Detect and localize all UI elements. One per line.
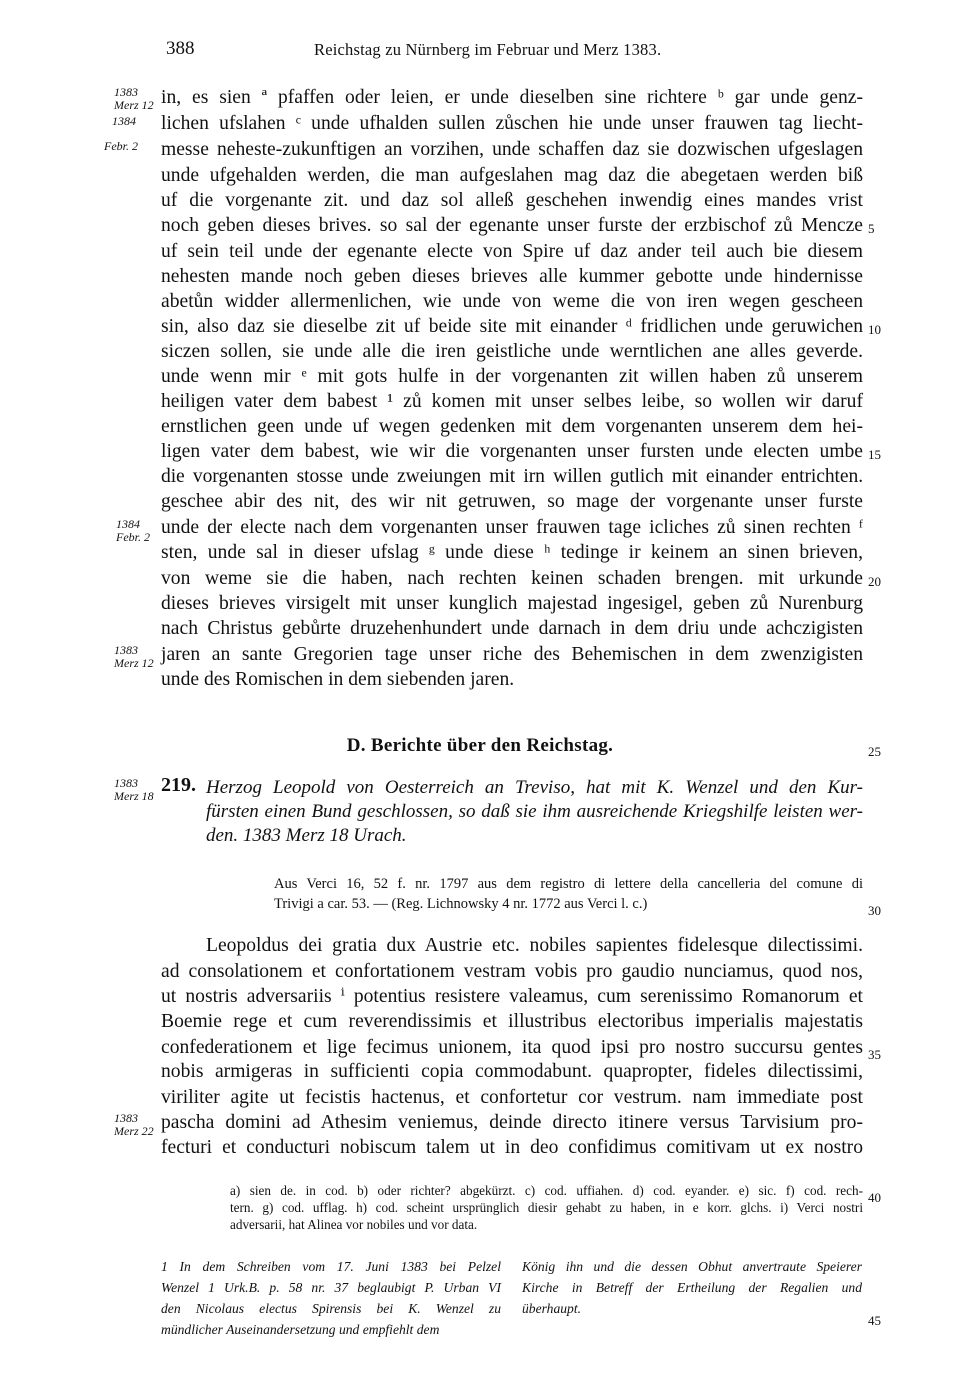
footnote-line: Kirche in Betreff der Ertheilung der Regalien und <box>522 1280 862 1295</box>
margin-note: 1384 Febr. 2 <box>116 517 150 544</box>
text-line: abetůn widder allermenlichen, wie unde von weme die von iren wegen gescheen <box>161 291 863 312</box>
text-line: Boemie rege et cum reverendissimis et illustribus electoribus imperialis majestatis <box>161 1011 863 1032</box>
margin-note: 1384 <box>112 114 136 128</box>
variant-note-line: tern. g) cod. ufflag. h) cod. scheint ursprünglich diesir gehabt zu haben, in e korr. glchs. i) Verci nostri <box>230 1200 863 1215</box>
text-line: ligen vater dem babest, wie wir die vorgenanten unser fursten unde electen umbe <box>161 441 863 462</box>
line-number: 25 <box>868 744 881 759</box>
footnote-line: Wenzel 1 Urk.B. p. 58 nr. 37 beglaubigt P. Urban VI <box>161 1280 501 1295</box>
text-line: fecturi et conducturi nobiscum talem ut in deo confidimus comitivam ut ex nostro <box>161 1137 863 1158</box>
text-line: unde der electe nach dem vorgenanten unser frauwen tage icliches zů sinen rechten ᶠ <box>161 517 863 538</box>
page-number: 388 <box>166 38 195 59</box>
text-line: die vorgenanten stosse unde zweiungen mit irn willen gutlich mit einander entrichten. <box>161 466 863 487</box>
text-line: sten, unde sal in dieser ufslag ᵍ unde diese ʰ tedinge ir keinem an sinen brieven, <box>161 542 863 563</box>
line-number: 35 <box>868 1047 881 1062</box>
title-line: fürsten einen Bund geschlossen, so daß sie ihm ausreichende Kriegshilfe leisten wer- <box>206 801 863 822</box>
running-head: Reichstag zu Nürnberg im Februar und Merz 1383. <box>314 40 662 59</box>
text-line: heiligen vater dem babest ¹ zů komen mit unser selbes leibe, so wollen wir daruf <box>161 391 863 412</box>
title-line: Herzog Leopold von Oesterreich an Treviso, hat mit K. Wenzel und den Kur- <box>206 777 863 798</box>
text-line: unde ufgehalden werden, die man aufgeslahen mag daz die abegetaen werden biß <box>161 165 863 186</box>
footnote-line: überhaupt. <box>522 1301 582 1316</box>
footnote-line: den Nicolaus electus Spirensis bei K. Wenzel zu <box>161 1301 501 1316</box>
title-line: den. 1383 Merz 18 Urach. <box>206 825 407 846</box>
text-line: nobis armigeras in sufficienti copia commodabunt. quapropter, fideles dilectissimi, <box>161 1061 863 1082</box>
section-heading: D. Berichte über den Reichstag. <box>346 735 614 756</box>
line-number: 10 <box>868 322 881 337</box>
footnote-line: 1 In dem Schreiben vom 17. Juni 1383 bei Pelzel <box>161 1259 501 1274</box>
variant-note-line: adversarii, hat Alinea vor nobiles und vor data. <box>230 1217 478 1232</box>
text-line: lichen ufslahen ᶜ unde ufhalden sullen zůschen hie unde unser frauwen tag liecht- <box>161 113 863 134</box>
text-line: in, es sien ª pfaffen oder leien, er unde dieselben sine richtere ᵇ gar unde genz- <box>161 87 863 108</box>
text-line: sin, also daz sie dieselbe zit uf beide site mit einander ᵈ fridlichen unde geruwichen <box>161 316 863 337</box>
line-number: 45 <box>868 1313 881 1328</box>
margin-note: Febr. 2 <box>104 139 138 153</box>
text-line: noch geben dieses brives. so sal der egenante unser furste der erzbischof zů Mencze <box>161 215 863 236</box>
text-line: ad consolationem et confortationem vestram vobis pro gaudio nunciamus, quod nos, <box>161 961 863 982</box>
text-line: unde des Romischen in dem siebenden jaren. <box>161 669 515 690</box>
text-line: messe neheste-zukunftigen an vorzihen, unde schaffen daz sie dozwischen ufgeslagen <box>161 139 863 160</box>
text-line: Leopoldus dei gratia dux Austrie etc. nobiles sapientes fidelesque dilectissimi. <box>206 935 863 956</box>
text-line: uf sein teil unde der egenante electe von Spire uf daz ander teil auch bie diesem <box>161 241 863 262</box>
text-line: uf die vorgenante zit. und daz sol alleß geschehen inwendig eines mandes vrist <box>161 190 863 211</box>
line-number: 30 <box>868 903 881 918</box>
text-line: ernstlichen geen unde uf wegen gedenken mit dem vorgenanten unserem dem hei- <box>161 416 863 437</box>
text-line: pascha domini ad Athesim veniemus, deinde directo itinere versus Tarvisium pro- <box>161 1112 863 1133</box>
footnote-line: König ihn und die dessen Obhut anvertraute Speierer <box>522 1259 862 1274</box>
text-line: siczen sollen, sie unde alle die iren geistliche unde werntlichen ane alles geverde. <box>161 341 863 362</box>
line-number: 5 <box>868 221 875 236</box>
text-line: geschee abir des nit, des wir nit getruwen, so mage der vorgenante unser furste <box>161 491 863 512</box>
source-line: Aus Verci 16, 52 f. nr. 1797 aus dem registro di lettere della cancelleria del comune di <box>274 876 863 892</box>
line-number: 40 <box>868 1190 881 1205</box>
page-header <box>0 38 960 68</box>
text-line: dieses brieves virsigelt mit unser kunglich majestad ingesigel, geben zů Nurenburg <box>161 593 863 614</box>
margin-note: 1383 Merz 12 <box>114 85 154 112</box>
text-line: nehesten mande noch geben dieses brieves alle kummer gebotte unde hindernisse <box>161 266 863 287</box>
margin-note: 1383 Merz 22 <box>114 1111 154 1138</box>
variant-note-line: a) sien de. in cod. b) oder richter? abgekürzt. c) cod. uffiahen. d) cod. eyander. e) sic. f) cod. rech- <box>230 1183 863 1198</box>
line-number: 20 <box>868 574 881 589</box>
text-line: nach Christus gebůrte druzehenhundert unde darnach in dem driu unde achczigisten <box>161 618 863 639</box>
margin-note: 1383 Merz 12 <box>114 643 154 670</box>
footnote-line: mündlicher Auseinandersetzung und empfiehlt dem <box>161 1322 440 1337</box>
line-number: 15 <box>868 447 881 462</box>
text-line: von weme sie die haben, nach rechten keinen schaden brengen. mit urkunde <box>161 568 863 589</box>
source-line: Trivigi a car. 53. — (Reg. Lichnowsky 4 nr. 1772 aus Verci l. c.) <box>274 896 648 912</box>
text-line: jaren an sante Gregorien tage unser riche des Behemischen in dem zwenzigisten <box>161 644 863 665</box>
document-number: 219. <box>161 774 196 796</box>
text-line: viriliter agite ut fecistis hactenus, et confortetur cor vestrum. nam immediate post <box>161 1087 863 1108</box>
text-line: unde wenn mir ᵉ mit gots hulfe in der vorgenanten zit willen haben zů unserem <box>161 366 863 387</box>
text-line: confederationem et lige fecimus unionem, ita quod ipsi pro nostro succursu gentes <box>161 1037 863 1058</box>
text-line: ut nostris adversariis ⁱ potentius resistere valeamus, cum serenissimo Romanorum et <box>161 986 863 1007</box>
margin-note: 1383 Merz 18 <box>114 776 154 803</box>
